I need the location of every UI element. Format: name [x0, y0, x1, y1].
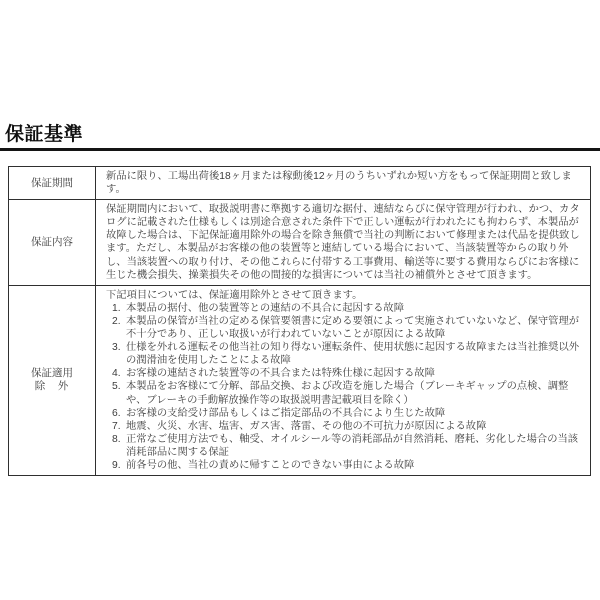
exclusion-label-line2: 除 外 [34, 380, 70, 393]
exclusion-item [106, 459, 582, 472]
exclusion-item [106, 367, 582, 380]
exclusion-item-text: 仕様を外れる運転その他当社の知り得ない運転条件、使用状態に起因する故障または当社推奨以外の潤滑油を使用したことによる故障 [126, 342, 580, 367]
exclusion-item-text: 本製品の保管が当社の定める保管要領書に定める要領によって実施されていないなど、保守管理が不十分であり、正しい取扱いが行われていないことが原因による故障 [126, 315, 580, 341]
warranty-standards-table [8, 166, 591, 476]
exclusion-item-text: お客様の支給受け部品もしくはご指定部品の不具合により生じた故障 [126, 407, 446, 419]
row-content-warranty-exclusions [96, 285, 591, 475]
exclusion-item-number: 1. [112, 302, 121, 314]
exclusion-item-text: 正常なご使用方法でも、軸受、オイルシール等の消耗部品が自然消耗、磨耗、劣化した場合の当該消耗部品に関する保証 [126, 433, 579, 458]
exclusion-item [106, 433, 582, 459]
exclusion-item-number: 5. [112, 381, 121, 393]
exclusion-item [106, 341, 582, 367]
exclusion-item [106, 302, 582, 315]
page-title: 保証基準 [5, 124, 84, 145]
exclusion-item-text: お客様の連結された装置等の不具合または特殊仕様に起因する故障 [126, 368, 435, 380]
exclusion-item-text: 本製品の据付、他の装置等との連結の不具合に起因する故障 [126, 302, 405, 314]
exclusion-item-number: 7. [112, 420, 121, 432]
exclusion-item-number: 3. [112, 342, 121, 354]
exclusion-item-number: 8. [112, 433, 121, 445]
row-label-warranty-period: 保証期間 [9, 167, 96, 200]
exclusion-intro: 下記項目については、保証適用除外とさせて頂きます。 [106, 289, 363, 301]
row-content-warranty-coverage: 保証期間内において、取扱説明書に準拠する適切な据付、連結ならびに保守管理が行われ、かつ、カタログに記載された仕様もしくは別途合意された条件下で正しい運転が行われたにも拘わらず、本製品が故障した場合は、下記保証適用除外の場合を除き無償で当社の判断において修理または代品を提供致します。ただし、本製品がお客様の他の装置等と連結している場合において、当該装置等からの取り外し、当該装置への取り付け、その他これらに付帯する工事費用、輸送等に要する費用ならびにお客様に生じた機会損失、操業損失その他の間接的な損害については当社の補償外とさせて頂きます。 [96, 200, 591, 286]
title-underline-rule [0, 148, 600, 151]
exclusion-label-line1: 保証適用 [31, 367, 73, 380]
table-row-warranty-coverage [9, 200, 591, 286]
table-row-warranty-exclusions [9, 285, 591, 475]
exclusion-item-text: 本製品をお客様にて分解、部品交換、および改造を施した場合（ブレーキギャップの点検、調整や、ブレーキの手動解放操作等の取扱説明書記載項目を除く） [126, 381, 569, 406]
exclusion-item-text: 地震、火災、水害、塩害、ガス害、落雷、その他の不可抗力が原因による故障 [126, 420, 487, 432]
exclusion-item [106, 380, 582, 406]
exclusion-item-number: 4. [112, 368, 121, 380]
exclusion-item-text: 前各号の他、当社の責めに帰すことのできない事由による故障 [126, 459, 415, 471]
exclusion-item-number: 2. [112, 315, 121, 327]
table-row-warranty-period [9, 167, 591, 200]
exclusion-item [106, 315, 582, 341]
exclusion-item-number: 6. [112, 407, 121, 419]
row-content-warranty-period: 新品に限り、工場出荷後18ヶ月または稼動後12ヶ月のうちいずれか短い方をもって保証期間と致します。 [96, 167, 591, 200]
exclusion-item [106, 420, 582, 433]
exclusion-item [106, 407, 582, 420]
row-label-warranty-exclusions [9, 285, 96, 475]
exclusion-item-number: 9. [112, 459, 121, 471]
row-label-warranty-coverage: 保証内容 [9, 200, 96, 286]
